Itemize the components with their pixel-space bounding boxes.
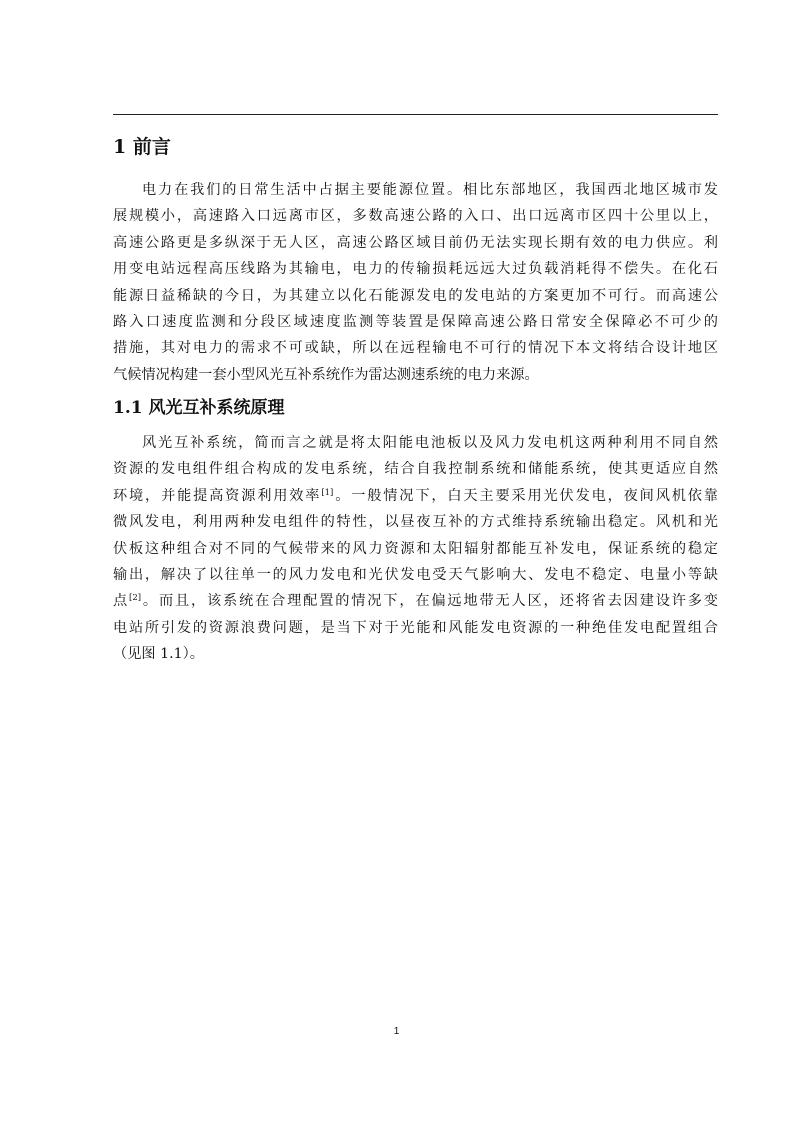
- paragraph-line: （见图 1.1）。: [113, 646, 204, 663]
- paragraph-line: 输出，解决了以往单一的风力发电和光伏发电受天气影响大、发电不稳定、电量小等缺: [113, 566, 718, 583]
- paragraph-line: 伏板这种组合对不同的气候带来的风力资源和太阳辐射都能互补发电，保证系统的稳定: [113, 540, 718, 557]
- introduction-paragraph: [113, 177, 718, 388]
- header-rule: [113, 114, 718, 115]
- paragraph-line-with-citation: [113, 483, 718, 509]
- section-heading-wind-solar-principle: 1.1 风光互补系统原理: [113, 398, 285, 418]
- paragraph-line: 路入口速度监测和分段区域速度监测等装置是保障高速公路日常安全保障必不可少的: [113, 313, 718, 330]
- paragraph-line: 高速公路更是多纵深于无人区，高速公路区域目前仍无法实现长期有效的电力供应。利: [113, 234, 718, 251]
- paragraph-line: 风光互补系统，简而言之就是将太阳能电池板以及风力发电机这两种利用不同自然: [142, 435, 718, 451]
- principle-paragraph: [113, 430, 718, 668]
- citation-ref-2[interactable]: [2]: [129, 593, 142, 604]
- line-text: 。一般情况下，白天主要采用光伏发电，夜间风机依靠: [333, 487, 718, 504]
- paragraph-line: 气候情况构建一套小型风光互补系统作为雷达测速系统的电力来源。: [113, 366, 539, 383]
- page-number: 1: [393, 1026, 400, 1037]
- paragraph-line: 能源日益稀缺的今日，为其建立以化石能源发电的发电站的方案更加不可行。而高速公: [113, 287, 718, 304]
- paragraph-line: 资源的发电组件组合构成的发电系统，结合自我控制系统和储能系统，使其更适应自然: [113, 461, 718, 478]
- line-text: 。而且，该系统在合理配置的情况下，在偏远地带无人区，还将省去因建设许多变: [141, 593, 718, 610]
- section-heading-introduction: 1 前言: [113, 136, 171, 158]
- paragraph-line: 展规模小，高速路入口远离市区，多数高速公路的入口、出口远离市区四十公里以上，: [113, 208, 718, 225]
- paragraph-line: 电力在我们的日常生活中占据主要能源位置。相比东部地区，我国西北地区城市发: [142, 182, 718, 198]
- line-text: 环境，并能提高资源利用效率: [113, 487, 322, 504]
- line-text: 点: [113, 593, 130, 610]
- paragraph-line: 用变电站远程高压线路为其输电，电力的传输损耗远远大过负载消耗得不偿失。在化石: [113, 261, 718, 278]
- paragraph-line: 措施，其对电力的需求不可或缺，所以在远程输电不可行的情况下本文将结合设计地区: [113, 340, 718, 357]
- paragraph-line: 微风发电，利用两种发电组件的特性，以昼夜互补的方式维持系统输出稳定。风机和光: [113, 514, 718, 531]
- paragraph-line-with-citation: [113, 588, 718, 614]
- citation-ref-1[interactable]: [1]: [321, 487, 334, 498]
- paragraph-line: 电站所引发的资源浪费问题，是当下对于光能和风能发电资源的一种绝佳发电配置组合: [113, 619, 718, 636]
